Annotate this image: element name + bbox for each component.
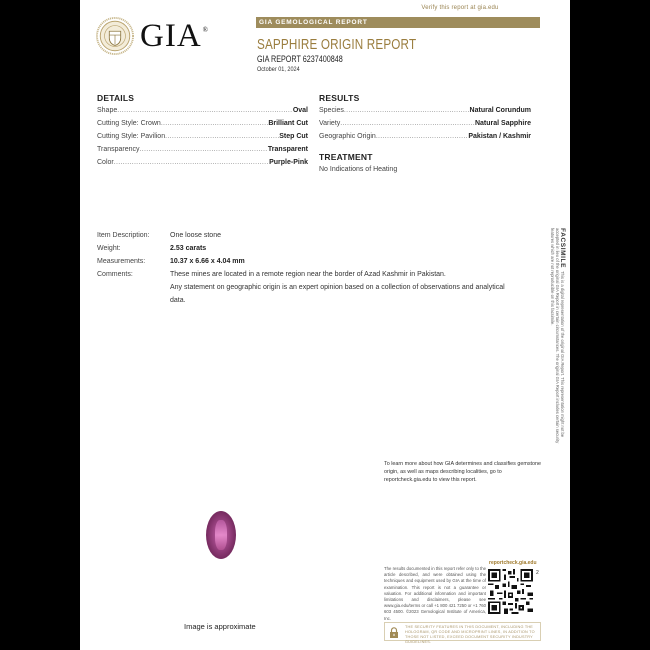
disclaimer-text: The results documented in this report refer only to the article described, and were obtained using the techniques and equipment used by GIA at the time of examination. This report is not a guarantee or valuation. For additional information and important limitations and disclaimers, please see www.gia.edu/terms or call +1 800 421 7250 or +1 760 603 4500. ©2023 Gemological Institute of America, Inc. <box>384 566 486 621</box>
treatment-text: No Indications of Heating <box>319 166 398 173</box>
gemstone-image <box>206 511 236 559</box>
weight-label: Weight: <box>97 245 121 252</box>
details-heading: DETAILS <box>97 93 135 103</box>
report-number: GIA REPORT 6237400848 <box>257 54 343 64</box>
reportcheck-link[interactable]: reportcheck.gia.edu <box>489 560 537 566</box>
report-title: SAPPHIRE ORIGIN REPORT <box>257 36 417 53</box>
report-page <box>80 0 570 650</box>
security-features-box <box>384 622 541 644</box>
image-caption: Image is approximate <box>184 622 256 631</box>
measurements-value: 10.37 x 6.66 x 4.04 mm <box>170 258 245 265</box>
verify-link[interactable]: Verify this report at gia.edu <box>421 5 499 11</box>
security-text: THE SECURITY FEATURES IN THIS DOCUMENT, INCLUDING THE HOLOGRAM, QR CODE AND MICROPRINT LINES, IN ADDITION TO THOSE NOT LISTED, EXCEED DOCUMENT SECURITY INDUSTRY GUIDELINES. <box>405 625 535 644</box>
facsimile-title: FACSIMILE <box>559 228 566 269</box>
report-date: October 01, 2024 <box>257 66 300 73</box>
item-description-value: One loose stone <box>170 232 221 239</box>
weight-value: 2.53 carats <box>170 245 207 252</box>
facsimile-note <box>543 228 565 448</box>
details-row-pavilion: Cutting Style: Pavilion ..... Step Cut <box>97 133 308 140</box>
facsimile-text: This is a digital representation of the original GIA Report. This representation might not be accepted in lieu of the original GIA Report in certain circumstances. The original GIA Report includes certain security features which are not reproducible on this facsimile. <box>550 228 565 444</box>
report-type-band: GIA GEMOLOGICAL REPORT <box>256 17 540 28</box>
results-row-species: Species ..... Natural Corundum <box>319 107 531 114</box>
lock-icon <box>389 627 399 638</box>
results-row-origin: Geographic Origin ..... Pakistan / Kashmir <box>319 133 531 140</box>
measurements-label: Measurements: <box>97 258 146 265</box>
details-row-color: Color ..... Purple-Pink <box>97 159 308 166</box>
qr-code-icon[interactable] <box>488 569 533 614</box>
details-row-transparency: Transparency ..... Transparent <box>97 146 308 153</box>
comment-line-2: Any statement on geographic origin is an expert opinion based on a collection of observations and analytical <box>170 284 505 291</box>
details-row-shape: Shape ..... Oval <box>97 107 308 114</box>
item-description-label: Item Description: <box>97 232 150 239</box>
results-row-variety: Variety ..... Natural Sapphire <box>319 120 531 127</box>
learn-more-text: To learn more about how GIA determines and classifies gemstone origin, as well as maps describing localities, go to reportcheck.gia.edu to view this report. <box>384 461 542 484</box>
comment-line-1: These mines are located in a remote region near the border of Azad Kashmir in Pakistan. <box>170 271 446 278</box>
details-row-crown: Cutting Style: Crown ..... Brilliant Cut <box>97 120 308 127</box>
results-heading: RESULTS <box>319 93 360 103</box>
comments-label: Comments: <box>97 271 133 278</box>
gia-logo: GIA® <box>140 18 209 54</box>
qr-side-number: 2 <box>536 570 539 576</box>
comment-line-3: data. <box>170 297 186 304</box>
treatment-heading: TREATMENT <box>319 152 373 162</box>
gia-seal-icon <box>96 17 134 55</box>
